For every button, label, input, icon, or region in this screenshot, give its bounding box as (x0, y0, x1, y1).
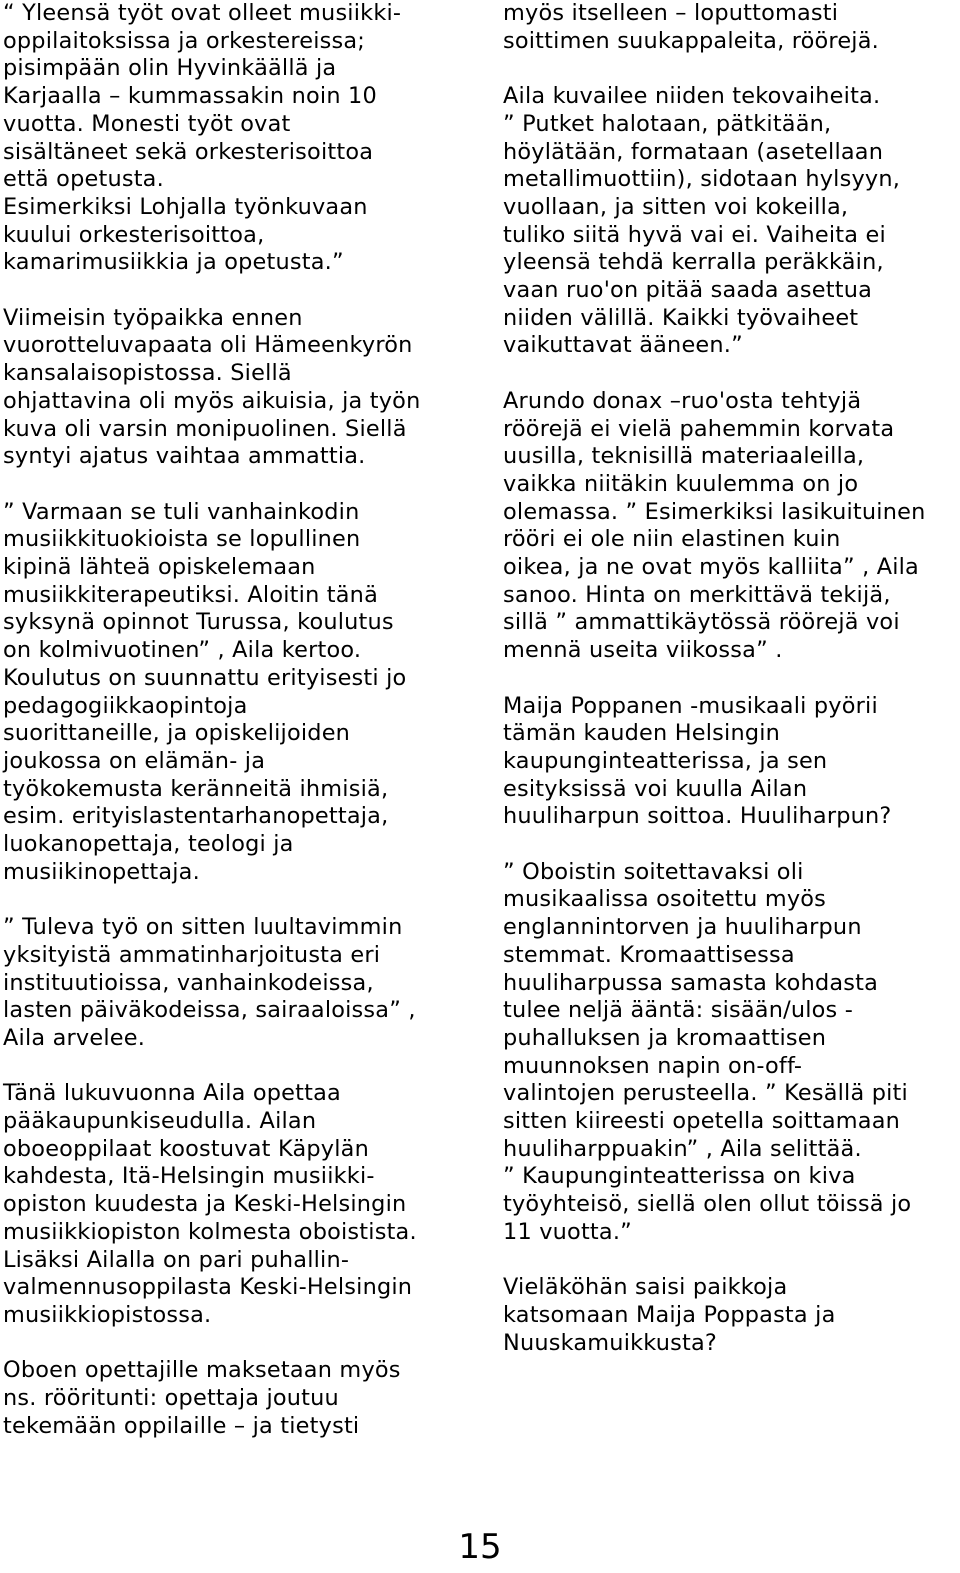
text-line: sisältäneet sekä orkesterisoittoa (3, 138, 374, 165)
text-line: ” Tuleva työ on sitten luultavimmin (3, 914, 403, 941)
text-line: työyhteisö, siellä olen ollut töissä jo (503, 1191, 912, 1218)
text-line: kansalaisopistossa. Siellä (3, 360, 292, 387)
paragraph (3, 914, 473, 1053)
text-line: tekemään oppilaille – ja tietysti (3, 1412, 360, 1439)
text-line: huuliharpussa samasta kohdasta (503, 969, 879, 996)
paragraph (503, 83, 955, 360)
text-line: Karjaalla – kummassakin noin 10 (3, 83, 377, 110)
paragraph (3, 499, 473, 887)
text-line: Vieläköhän saisi paikkoja (503, 1274, 788, 1301)
text-line: musiikkiopiston kolmesta oboistista. (3, 1218, 417, 1245)
text-line: ” Varmaan se tuli vanhainkodin (3, 498, 360, 525)
paragraph-gap (3, 886, 473, 914)
text-line: huuliharppuakin” , Aila selittää. (503, 1135, 862, 1162)
text-line: pisimpään olin Hyvinkäällä ja (3, 55, 337, 82)
text-line: valintojen perusteella. ” Kesällä piti (503, 1080, 908, 1107)
text-line: Tänä lukuvuonna Aila opettaa (3, 1080, 341, 1107)
text-line: englannintorven ja huuliharpun (503, 914, 862, 941)
text-line: ns. rööritunti: opettaja joutuu (3, 1385, 339, 1412)
text-line: luokanopettaja, teologi ja (3, 831, 294, 858)
text-line: esityksissä voi kuulla Ailan (503, 775, 808, 802)
text-line: metallimuottiin), sidotaan hylsyyn, (503, 166, 901, 193)
paragraph-gap (3, 471, 473, 499)
text-line: vuotta. Monesti työt ovat (3, 110, 291, 137)
right-text-column (503, 0, 955, 1357)
text-line: oboeoppilaat koostuvat Käpylän (3, 1135, 369, 1162)
text-line: lasten päiväkodeissa, sairaaloissa” , (3, 997, 416, 1024)
text-line: musiikkituokioista se lopullinen (3, 526, 361, 553)
text-line: syntyi ajatus vaihtaa ammattia. (3, 443, 366, 470)
text-line: oikea, ja ne ovat myös kalliita” , Aila (503, 554, 919, 581)
text-line: vaikka niitäkin kuulemma on jo (503, 470, 859, 497)
paragraph-gap (503, 55, 955, 83)
text-line: syksynä opinnot Turussa, koulutus (3, 609, 394, 636)
text-line: Koulutus on suunnattu erityisesti jo (3, 664, 407, 691)
paragraph (503, 693, 955, 832)
text-line: joukossa on elämän- ja (3, 747, 266, 774)
text-line: huuliharpun soittoa. Huuliharpun? (503, 803, 892, 830)
paragraph-gap (503, 360, 955, 388)
text-line: työkokemusta keränneitä ihmisiä, (3, 775, 389, 802)
paragraph-gap (3, 1330, 473, 1358)
text-line: valmennusoppilasta Keski-Helsingin (3, 1274, 413, 1301)
text-line: Esimerkiksi Lohjalla työnkuvaan (3, 193, 368, 220)
text-line: tämän kauden Helsingin (503, 720, 781, 747)
text-line: sitten kiireesti opetella soittamaan (503, 1108, 901, 1135)
text-line: ” Putket halotaan, pätkitään, (503, 110, 832, 137)
text-line: kaupunginteatterissa, ja sen (503, 747, 828, 774)
paragraph (503, 388, 955, 665)
text-line: musiikinopettaja. (3, 858, 200, 885)
text-line: myös itselleen – loputtomasti (503, 0, 839, 26)
left-text-column (3, 0, 473, 1440)
text-line: höylätään, formataan (asetellaan (503, 138, 884, 165)
text-line: että opetusta. (3, 166, 164, 193)
text-line: Aila arvelee. (3, 1024, 146, 1051)
paragraph-gap (503, 665, 955, 693)
text-line: vuollaan, ja sitten voi kokeilla, (503, 193, 849, 220)
text-line: Maija Poppanen -musikaali pyörii (503, 692, 878, 719)
paragraph-gap (503, 831, 955, 859)
text-line: tulee neljä ääntä: sisään/ulos - (503, 997, 853, 1024)
paragraph (503, 859, 955, 1247)
text-line: musiikkiopistossa. (3, 1301, 212, 1328)
text-line: Aila kuvailee niiden tekovaiheita. (503, 83, 881, 110)
text-line: soittimen suukappaleita, röörejä. (503, 27, 879, 54)
text-line: rööri ei ole niin elastinen kuin (503, 526, 841, 553)
text-line: “ Yleensä työt ovat olleet musiikki- (3, 0, 402, 26)
text-line: ” Oboistin soitettavaksi oli (503, 858, 804, 885)
text-line: sillä ” ammattikäytössä röörejä voi (503, 609, 900, 636)
paragraph (503, 1274, 955, 1357)
paragraph (3, 305, 473, 471)
text-line: uusilla, teknisillä materiaaleilla, (503, 443, 865, 470)
text-line: Nuuskamuikkusta? (503, 1329, 717, 1356)
text-line: kamarimusiikkia ja opetusta.” (3, 249, 344, 276)
paragraph (503, 0, 955, 55)
text-line: pääkaupunkiseudulla. Ailan (3, 1108, 317, 1135)
text-line: suorittaneille, ja opiskelijoiden (3, 720, 351, 747)
paragraph-gap (503, 1247, 955, 1275)
text-line: musiikkiterapeutiksi. Aloitin tänä (3, 581, 378, 608)
text-line: olemassa. ” Esimerkiksi lasikuituinen (503, 498, 926, 525)
text-line: on kolmivuotinen” , Aila kertoo. (3, 637, 362, 664)
text-line: ohjattavina oli myös aikuisia, ja työn (3, 387, 421, 414)
text-line: röörejä ei vielä pahemmin korvata (503, 415, 895, 442)
text-line: stemmat. Kromaattisessa (503, 941, 795, 968)
text-line: kuva oli varsin monipuolinen. Siellä (3, 415, 407, 442)
text-line: Lisäksi Ailalla on pari puhallin- (3, 1246, 350, 1273)
text-line: Oboen opettajille maksetaan myös (3, 1357, 401, 1384)
text-line: musikaalissa osoitettu myös (503, 886, 827, 913)
text-line: kuului orkesterisoittoa, (3, 221, 265, 248)
text-line: pedagogiikkaopintoja (3, 692, 248, 719)
text-line: niiden välillä. Kaikki työvaiheet (503, 304, 859, 331)
text-line: yksityistä ammatinharjoitusta eri (3, 941, 381, 968)
text-line: kahdesta, Itä-Helsingin musiikki- (3, 1163, 375, 1190)
text-line: opiston kuudesta ja Keski-Helsingin (3, 1191, 407, 1218)
paragraph-gap (3, 277, 473, 305)
text-line: vaan ruo'on pitää saada asettua (503, 277, 873, 304)
paragraph-gap (3, 1053, 473, 1081)
paragraph (3, 1080, 473, 1329)
text-line: muunnoksen napin on-off- (503, 1052, 803, 1079)
text-line: katsomaan Maija Poppasta ja (503, 1301, 836, 1328)
text-line: vaikuttavat ääneen.” (503, 332, 743, 359)
text-line: tuliko siitä hyvä vai ei. Vaiheita ei (503, 221, 886, 248)
text-line: kipinä lähteä opiskelemaan (3, 554, 316, 581)
paragraph (3, 1357, 473, 1440)
text-line: puhalluksen ja kromaattisen (503, 1024, 827, 1051)
text-line: oppilaitoksissa ja orkestereissa; (3, 27, 366, 54)
text-line: mennä useita viikossa” . (503, 637, 783, 664)
text-line: yleensä tehdä kerralla peräkkäin, (503, 249, 884, 276)
text-line: 11 vuotta.” (503, 1218, 632, 1245)
text-line: Viimeisin työpaikka ennen (3, 304, 303, 331)
paragraph (3, 0, 473, 277)
text-line: ” Kaupunginteatterissa on kiva (503, 1163, 856, 1190)
text-line: esim. erityislastentarhanopettaja, (3, 803, 389, 830)
text-line: Arundo donax –ruo'osta tehtyjä (503, 387, 862, 414)
text-line: vuorotteluvapaata oli Hämeenkyrön (3, 332, 413, 359)
page-number: 15 (458, 1527, 502, 1567)
text-line: sanoo. Hinta on merkittävä tekijä, (503, 581, 891, 608)
text-line: instituutioissa, vanhainkodeissa, (3, 969, 374, 996)
